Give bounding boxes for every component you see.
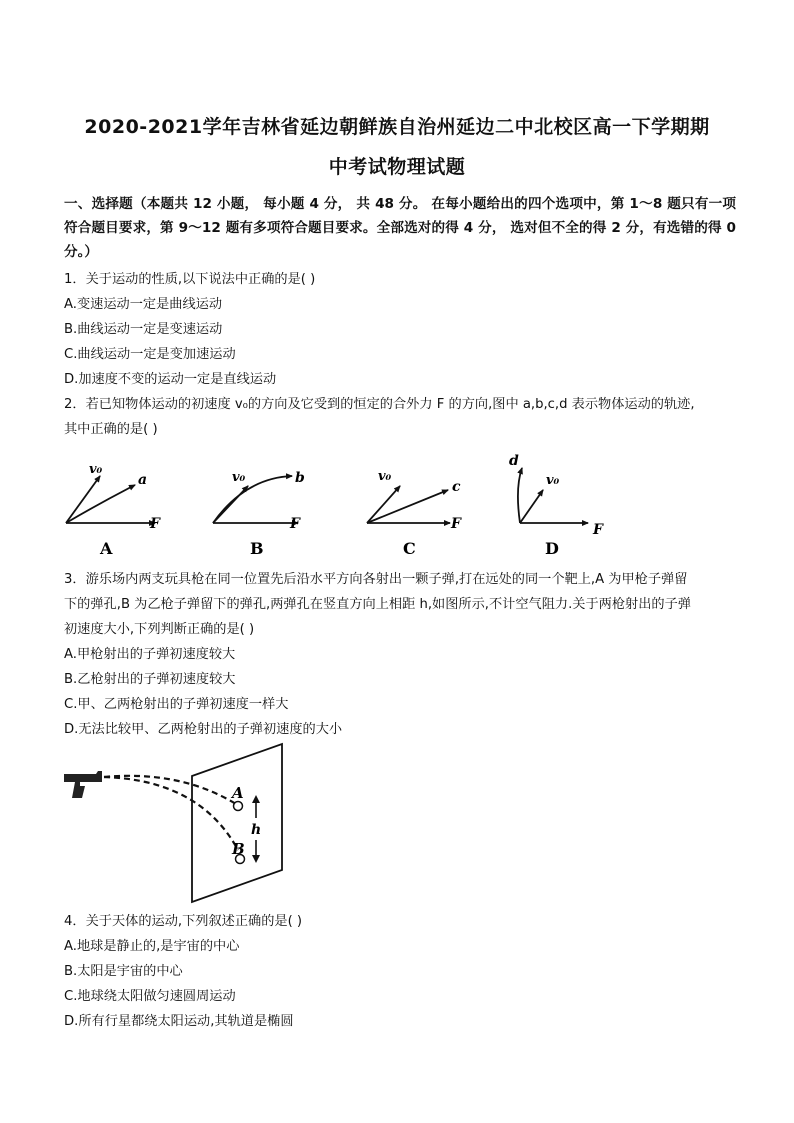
figure-a: [66, 462, 161, 558]
figure-b: [213, 470, 305, 558]
question-1-option-a: A.变速运动一定是曲线运动: [64, 297, 223, 312]
force-label: F: [150, 516, 160, 532]
question-2-stem-line2: 其中正确的是( ): [64, 422, 158, 437]
trajectory-curve: [213, 476, 292, 523]
figure-d: [509, 453, 604, 558]
hole-b-label: B: [232, 840, 245, 858]
question-3-stem-line1: 3．游乐场内两支玩具枪在同一位置先后沿水平方向各射出一颗子弹,打在远处的同一个靶上,A 为甲枪子弹留: [64, 572, 688, 587]
question-4-stem: 4．关于天体的运动,下列叙述正确的是( ): [64, 914, 303, 929]
force-label: F: [593, 522, 603, 538]
trajectory-curve: [367, 490, 448, 523]
velocity-label: v₀: [89, 462, 103, 477]
velocity-arrow: [520, 490, 543, 523]
velocity-arrow: [66, 476, 100, 523]
bullet-hole-a: [234, 802, 243, 811]
question-4-option-d: D.所有行星都绕太阳运动,其轨道是椭圆: [64, 1014, 294, 1029]
figure-label: A: [100, 539, 113, 558]
curve-label: a: [138, 472, 148, 488]
velocity-label: v₀: [546, 473, 560, 488]
figure-label: B: [250, 539, 264, 558]
question-1-option-b: B.曲线运动一定是变速运动: [64, 322, 223, 337]
question-3-figure: [60, 740, 300, 904]
question-2-stem-line1: 2．若已知物体运动的初速度 v₀的方向及它受到的恒定的合外力 F 的方向,图中 a,b,c,d 表示物体运动的轨迹,: [64, 397, 695, 412]
toy-gun-icon: [64, 771, 102, 798]
velocity-arrow: [367, 486, 400, 523]
question-3-option-a: A.甲枪射出的子弹初速度较大: [64, 647, 236, 662]
question-2-figures: [0, 448, 794, 560]
hole-a-label: A: [232, 784, 244, 802]
trajectory-a: [104, 776, 236, 804]
question-4-option-a: A.地球是静止的,是宇宙的中心: [64, 939, 240, 954]
velocity-label: v₀: [232, 470, 246, 485]
trajectory-b: [104, 777, 238, 850]
velocity-label: v₀: [378, 469, 392, 484]
question-3-stem-line2: 下的弹孔,B 为乙枪子弹留下的弹孔,两弹孔在竖直方向上相距 h,如图所示,不计空气阻力.关于两枪射出的子弹: [64, 597, 691, 612]
figure-label: D: [545, 539, 559, 558]
page-title-line2: 中考试物理试题: [328, 156, 466, 178]
curve-label: c: [452, 479, 461, 495]
question-1-option-d: D.加速度不变的运动一定是直线运动: [64, 372, 277, 387]
target-board: [192, 744, 282, 902]
distance-label: h: [251, 822, 262, 838]
question-1-option-c: C.曲线运动一定是变加速运动: [64, 347, 236, 362]
page-title-line1: 2020-2021学年吉林省延边朝鲜族自治州延边二中北校区高一下学期期: [84, 116, 710, 138]
trajectory-curve: [518, 468, 522, 523]
question-4-option-c: C.地球绕太阳做匀速圆周运动: [64, 989, 236, 1004]
question-3-option-d: D.无法比较甲、乙两枪射出的子弹初速度的大小: [64, 722, 343, 737]
force-label: F: [451, 516, 461, 532]
question-3-option-b: B.乙枪射出的子弹初速度较大: [64, 672, 236, 687]
curve-label: d: [509, 453, 519, 469]
figure-label: C: [403, 539, 416, 558]
question-3-stem-line3: 初速度大小,下列判断正确的是( ): [64, 622, 255, 637]
question-1-stem: 1．关于运动的性质,以下说法中正确的是( ): [64, 272, 316, 287]
question-3-option-c: C.甲、乙两枪射出的子弹初速度一样大: [64, 697, 289, 712]
trajectory-curve: [66, 485, 135, 523]
force-label: F: [290, 516, 300, 532]
curve-label: b: [295, 470, 305, 486]
figure-c: [367, 469, 462, 558]
section-header: 一、选择题（本题共 12 小题， 每小题 4 分， 共 48 分。 在每小题给出的四个选项中，第 1～8 题只有一项符合题目要求，第 9～12 题有多项符合题目要求。全部选对的得 4 分， 选对但不全的得 2 分，有选错的得 0 分。）: [64, 196, 736, 260]
question-4-option-b: B.太阳是宇宙的中心: [64, 964, 183, 979]
